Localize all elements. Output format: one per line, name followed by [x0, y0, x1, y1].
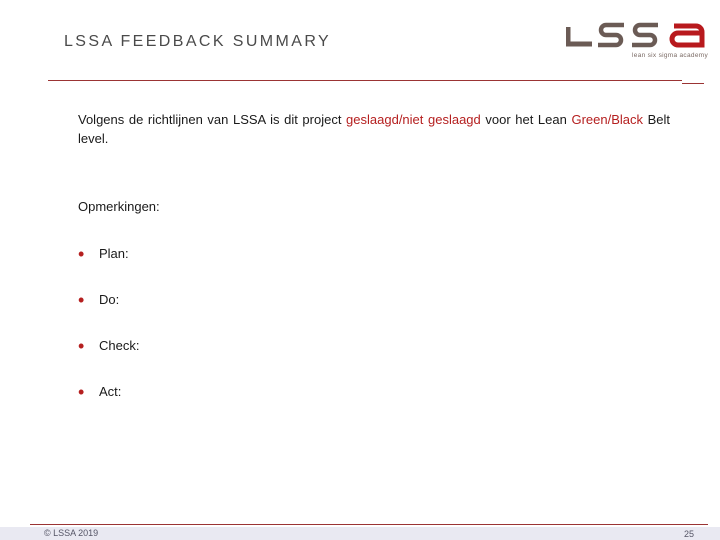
verdict-text-2: voor het Lean	[480, 112, 572, 127]
logo-tagline: lean six sigma academy	[632, 52, 708, 59]
list-item-do	[78, 288, 139, 334]
list-item-plan	[78, 242, 139, 288]
footer-copyright: © LSSA 2019	[44, 528, 99, 538]
bullet-icon: •	[78, 382, 85, 402]
verdict-belt-options: Green/Black	[571, 112, 643, 127]
header-divider-stub	[682, 83, 704, 84]
verdict-text-1: Volgens de richtlijnen van LSSA is dit project	[78, 112, 347, 127]
verdict-text-3: Belt level.	[78, 112, 670, 146]
list-item-label: Do:	[99, 292, 120, 307]
remarks-label: Opmerkingen:	[78, 199, 160, 214]
footer-bar	[0, 527, 720, 540]
verdict-result-options: geslaagd/niet geslaagd	[346, 112, 481, 127]
bullet-icon: •	[78, 290, 85, 310]
list-item-label: Plan:	[99, 246, 129, 261]
list-item-act	[78, 380, 139, 426]
list-item-label: Act:	[99, 384, 122, 399]
verdict-statement	[78, 110, 670, 148]
header-divider	[48, 80, 682, 81]
list-item-label: Check:	[99, 338, 140, 353]
page-number: 25	[683, 529, 694, 539]
bullet-icon: •	[78, 336, 85, 356]
pdca-list	[78, 242, 139, 426]
footer-divider	[30, 524, 708, 525]
list-item-check	[78, 334, 139, 380]
slide-title: LSSA FEEDBACK SUMMARY	[64, 33, 332, 50]
bullet-icon: •	[78, 244, 85, 264]
